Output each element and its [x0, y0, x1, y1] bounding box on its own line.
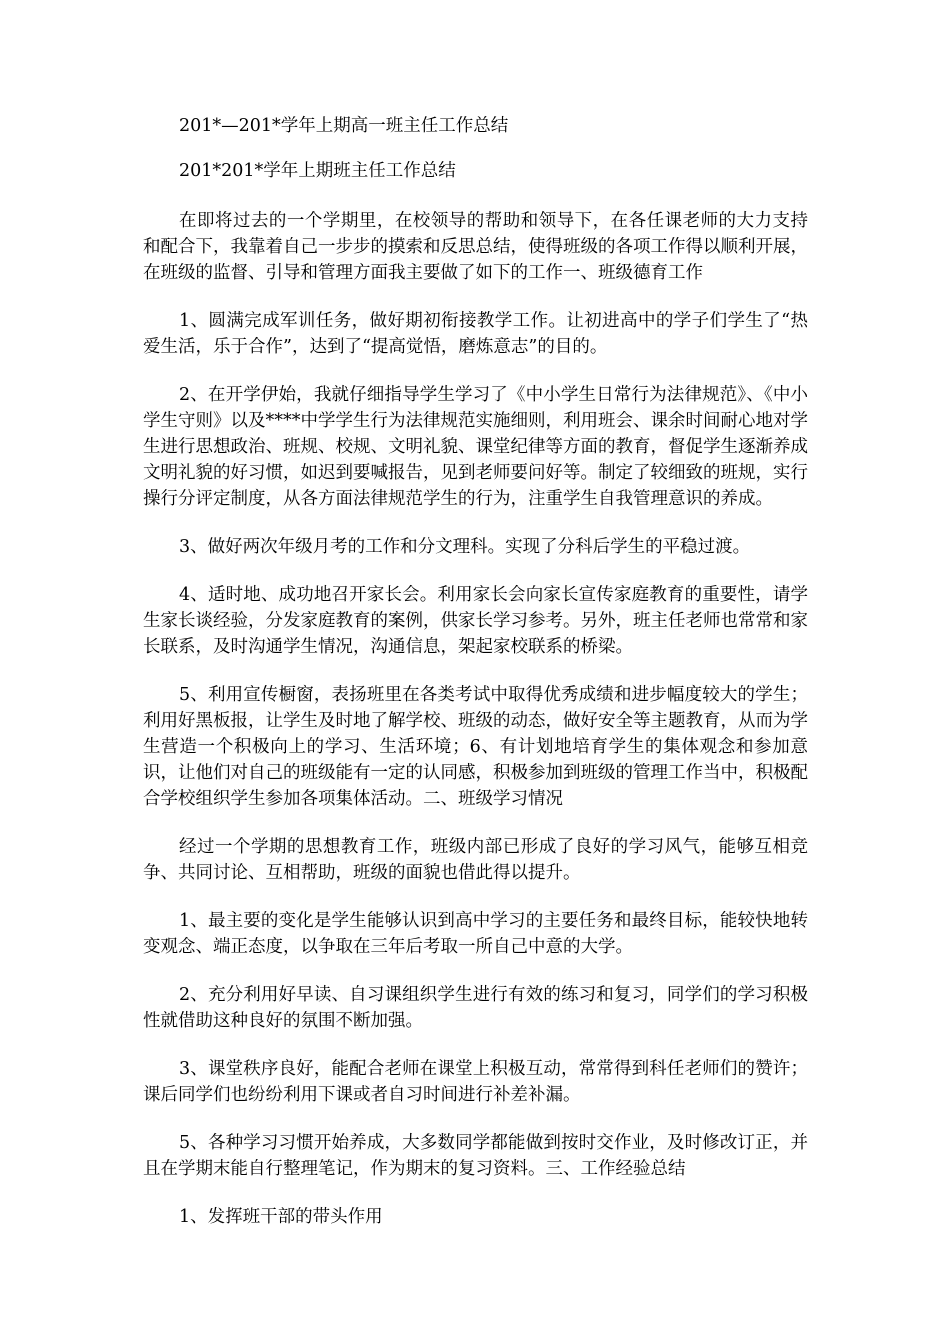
paragraph-item: 2、在开学伊始，我就仔细指导学生学习了《中小学生日常行为法律规范》、《中小学生守则》以及****中学学生行为法律规范实施细则，利用班会、课余时间耐心地对学生进行思想政治、班规、校规、文明礼貌、课堂纪律等方面的教育，督促学生逐渐养成文明礼貌的好习惯，如迟到要喊报告，见到老师要问好等。制定了较细致的班规，实行操行分评定制度，从各方面法律规范学生的行为，注重学生自我管理意识的养成。 [143, 385, 808, 509]
document-subtitle: 201*201*学年上期班主任工作总结 [179, 161, 456, 181]
document-page [143, 113, 808, 1252]
paragraph-item: 1、圆满完成军训任务，做好期初衔接教学工作。让初进高中的学子们学生了“热爱生活，乐于合作”，达到了“提高觉悟，磨炼意志”的目的。 [143, 311, 808, 357]
paragraph-item: 经过一个学期的思想教育工作，班级内部已形成了良好的学习风气，能够互相竞争、共同讨论、互相帮助，班级的面貌也借此得以提升。 [143, 837, 808, 883]
paragraph-item: 5、利用宣传橱窗，表扬班里在各类考试中取得优秀成绩和进步幅度较大的学生；利用好黑板报，让学生及时地了解学校、班级的动态，做好安全等主题教育，从而为学生营造一个积极向上的学习、生活环境；6、有计划地培育学生的集体观念和参加意识，让他们对自己的班级能有一定的认同感，积极参加到班级的管理工作当中，积极配合学校组织学生参加各项集体活动。二、班级学习情况 [143, 685, 808, 809]
paragraph-intro: 在即将过去的一个学期里，在校领导的帮助和领导下，在各任课老师的大力支持和配合下，我靠着自己一步步的摸索和反思总结，使得班级的各项工作得以顺利开展，在班级的监督、引导和管理方面我主要做了如下的工作一、班级德育工作 [143, 211, 808, 283]
paragraph-item: 3、做好两次年级月考的工作和分文理科。实现了分科后学生的平稳过渡。 [179, 537, 751, 557]
paragraph-item: 5、各种学习习惯开始养成，大多数同学都能做到按时交作业，及时修改订正，并且在学期末能自行整理笔记，作为期末的复习资料。三、工作经验总结 [143, 1133, 808, 1179]
paragraph-item: 1、最主要的变化是学生能够认识到高中学习的主要任务和最终目标，能较快地转变观念、端正态度，以争取在三年后考取一所自己中意的大学。 [143, 911, 808, 957]
paragraph-item: 1、发挥班干部的带头作用 [179, 1207, 383, 1227]
document-title: 201*—201*学年上期高一班主任工作总结 [179, 116, 509, 136]
paragraph-item: 2、充分利用好早读、自习课组织学生进行有效的练习和复习，同学们的学习积极性就借助这种良好的氛围不断加强。 [143, 985, 808, 1031]
paragraph-item: 4、适时地、成功地召开家长会。利用家长会向家长宣传家庭教育的重要性，请学生家长谈经验，分发家庭教育的案例，供家长学习参考。另外，班主任老师也常常和家长联系，及时沟通学生情况，沟通信息，架起家校联系的桥梁。 [143, 585, 808, 657]
paragraph-item: 3、课堂秩序良好，能配合老师在课堂上积极互动，常常得到科任老师们的赞许；课后同学们也纷纷利用下课或者自习时间进行补差补漏。 [143, 1059, 808, 1105]
